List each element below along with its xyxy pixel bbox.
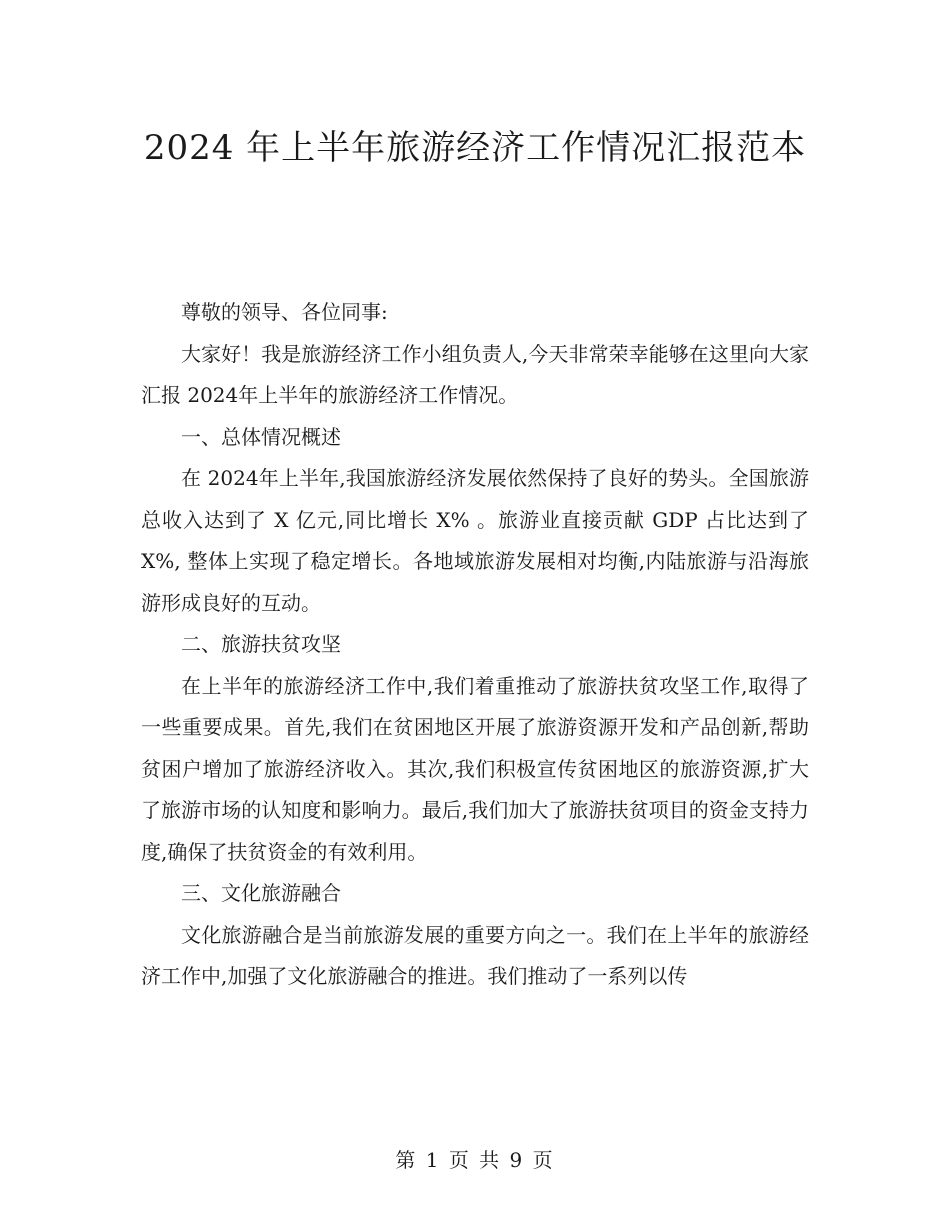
document-body [141,292,809,998]
section-heading-culture-tourism: 三、文化旅游融合 [181,881,341,905]
culture-tourism-paragraph: 文化旅游融合是当前旅游发展的重要方向之一。我们在上半年的旅游经济工作中,加强了文化旅游融合的推进。我们推动了一系列以传 [141,922,809,988]
document-title: 2024 年上半年旅游经济工作情况汇报范本 [143,128,807,168]
overview-paragraph: 在 2024年上半年,我国旅游经济发展依然保持了良好的势头。全国旅游总收入达到了 X 亿元,同比增长 X% 。旅游业直接贡献 GDP 占比达到了 X%, 整体上实现了稳定增长。各地域旅游发展相对均衡,内陆旅游与沿海旅游形成良好的互动。 [141,466,809,615]
section-heading-overview: 一、总体情况概述 [181,424,341,449]
section-heading-poverty-alleviation: 二、旅游扶贫攻坚 [181,632,341,656]
salutation: 尊敬的领导、各位同事: [181,300,388,324]
intro-paragraph: 大家好！我是旅游经济工作小组负责人,今天非常荣幸能够在这里向大家汇报 2024年上半年的旅游经济工作情况。 [141,341,809,407]
poverty-alleviation-paragraph: 在上半年的旅游经济工作中,我们着重推动了旅游扶贫攻坚工作,取得了一些重要成果。首先,我们在贫困地区开展了旅游资源开发和产品创新,帮助贫困户增加了旅游经济收入。其次,我们积极宣传贫困地区的旅游资源,扩大了旅游市场的认知度和影响力。最后,我们加大了旅游扶贫项目的资金支持力度,确保了扶贫资金的有效利用。 [141,673,809,864]
page-number-footer: 第 1 页 共 9 页 [395,1148,555,1172]
